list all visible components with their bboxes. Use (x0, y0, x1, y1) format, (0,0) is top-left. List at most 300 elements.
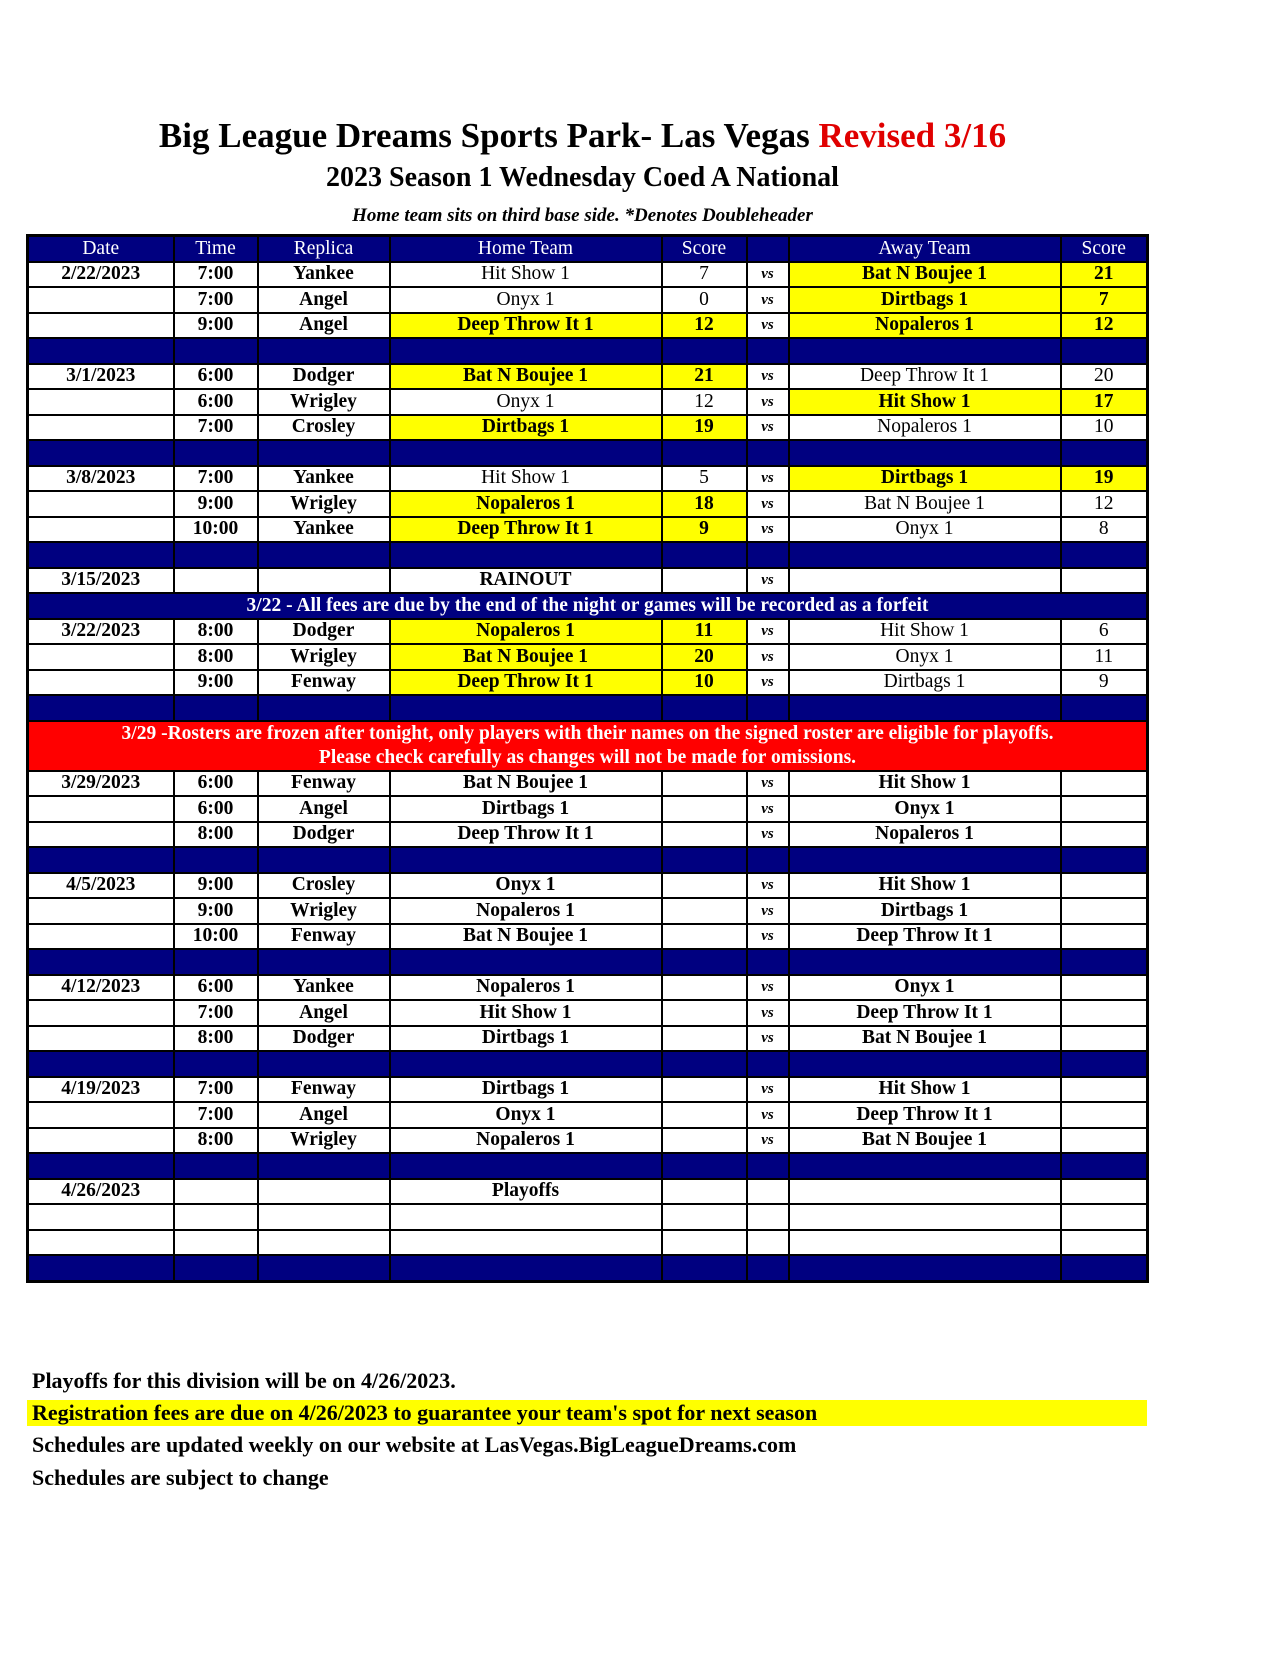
home-score-cell (662, 822, 747, 848)
alert-row (28, 721, 1148, 771)
replica-cell: Fenway (258, 924, 390, 950)
home-score-cell: 12 (662, 313, 747, 339)
table-row (28, 975, 1148, 1001)
date-cell (28, 1128, 174, 1154)
table-row (28, 1128, 1148, 1154)
empty-cell (390, 847, 662, 873)
vs-label: vs (747, 670, 789, 696)
empty-cell (789, 1255, 1061, 1281)
home-score-cell: 10 (662, 670, 747, 696)
date-cell (28, 517, 174, 543)
away-score-cell (1061, 1128, 1148, 1154)
table-row (28, 873, 1148, 899)
home-team-cell: Onyx 1 (390, 873, 662, 899)
away-score-cell: 17 (1061, 389, 1148, 415)
empty-cell (747, 695, 789, 721)
empty-cell (258, 1230, 390, 1256)
time-cell: 8:00 (174, 1128, 258, 1154)
away-score-cell (1061, 1077, 1148, 1103)
empty-cell (1061, 1204, 1148, 1230)
table-row (28, 389, 1148, 415)
separator-row (28, 542, 1148, 568)
away-score-cell (1061, 1179, 1148, 1205)
empty-cell (258, 1255, 390, 1281)
empty-cell (789, 1230, 1061, 1256)
header-home-score-cell: Score (662, 236, 747, 262)
home-team-cell: Nopaleros 1 (390, 1128, 662, 1154)
empty-cell (1061, 949, 1148, 975)
home-score-cell: 19 (662, 415, 747, 441)
empty-cell (28, 1230, 174, 1256)
time-cell: 7:00 (174, 262, 258, 288)
date-cell (28, 924, 174, 950)
time-cell: 6:00 (174, 364, 258, 390)
home-team-cell: Nopaleros 1 (390, 975, 662, 1001)
time-cell (174, 1179, 258, 1205)
home-team-cell: Deep Throw It 1 (390, 313, 662, 339)
home-score-cell (662, 568, 747, 594)
table-row (28, 262, 1148, 288)
empty-cell (28, 338, 174, 364)
empty-cell (258, 1051, 390, 1077)
empty-cell (258, 338, 390, 364)
replica-cell: Yankee (258, 466, 390, 492)
replica-cell (258, 1179, 390, 1205)
time-cell: 9:00 (174, 873, 258, 899)
empty-cell (789, 440, 1061, 466)
away-team-cell: Onyx 1 (789, 975, 1061, 1001)
empty-cell (174, 949, 258, 975)
home-team-cell: Dirtbags 1 (390, 415, 662, 441)
away-score-cell: 7 (1061, 287, 1148, 313)
empty-cell (174, 847, 258, 873)
home-score-cell (662, 771, 747, 797)
home-score-cell: 0 (662, 287, 747, 313)
away-team-cell: Hit Show 1 (789, 619, 1061, 645)
empty-cell (390, 542, 662, 568)
date-cell (28, 389, 174, 415)
away-team-cell: Bat N Boujee 1 (789, 1026, 1061, 1052)
home-score-cell (662, 975, 747, 1001)
time-cell: 9:00 (174, 313, 258, 339)
away-score-cell: 19 (1061, 466, 1148, 492)
home-team-cell: Deep Throw It 1 (390, 822, 662, 848)
empty-cell (1061, 1230, 1148, 1256)
date-cell (28, 1026, 174, 1052)
empty-cell (28, 1153, 174, 1179)
away-team-cell: Onyx 1 (789, 796, 1061, 822)
table-row (28, 287, 1148, 313)
away-team-cell: Hit Show 1 (789, 1077, 1061, 1103)
vs-label: vs (747, 975, 789, 1001)
empty-cell (28, 542, 174, 568)
empty-cell (390, 949, 662, 975)
away-team-cell: Dirtbags 1 (789, 466, 1061, 492)
separator-row (28, 695, 1148, 721)
home-score-cell: 21 (662, 364, 747, 390)
home-team-cell: Dirtbags 1 (390, 1077, 662, 1103)
change-note: Schedules are subject to change (32, 1465, 329, 1490)
home-team-cell: Hit Show 1 (390, 262, 662, 288)
table-row (28, 1000, 1148, 1026)
replica-cell: Wrigley (258, 491, 390, 517)
replica-cell: Yankee (258, 262, 390, 288)
home-score-cell (662, 924, 747, 950)
empty-cell (1061, 338, 1148, 364)
empty-cell (662, 1255, 747, 1281)
vs-label: vs (747, 491, 789, 517)
empty-cell (789, 542, 1061, 568)
season-subtitle: 2023 Season 1 Wednesday Coed A National (326, 162, 839, 193)
separator-row (28, 847, 1148, 873)
time-cell (174, 568, 258, 594)
replica-cell: Wrigley (258, 389, 390, 415)
date-cell: 3/8/2023 (28, 466, 174, 492)
date-cell (28, 644, 174, 670)
away-team-cell: Hit Show 1 (789, 873, 1061, 899)
empty-cell (662, 1230, 747, 1256)
replica-cell: Dodger (258, 364, 390, 390)
home-score-cell (662, 1179, 747, 1205)
replica-cell: Dodger (258, 822, 390, 848)
home-team-cell: Nopaleros 1 (390, 619, 662, 645)
empty-cell (662, 949, 747, 975)
empty-cell (390, 695, 662, 721)
home-score-cell: 11 (662, 619, 747, 645)
home-score-cell: 20 (662, 644, 747, 670)
empty-cell (258, 440, 390, 466)
website-note: Schedules are updated weekly on our website at LasVegas.BigLeagueDreams.com (32, 1432, 797, 1457)
home-score-cell (662, 1026, 747, 1052)
away-team-cell: Deep Throw It 1 (789, 1000, 1061, 1026)
away-score-cell (1061, 796, 1148, 822)
date-cell: 4/26/2023 (28, 1179, 174, 1205)
table-row (28, 1179, 1148, 1205)
home-team-cell: RAINOUT (390, 568, 662, 594)
empty-cell (747, 1255, 789, 1281)
empty-cell (174, 338, 258, 364)
empty-cell (662, 1204, 747, 1230)
empty-cell (28, 695, 174, 721)
vs-label: vs (747, 822, 789, 848)
date-cell: 3/22/2023 (28, 619, 174, 645)
playoffs-note: Playoffs for this division will be on 4/26/2023. (32, 1368, 456, 1393)
empty-cell (258, 695, 390, 721)
separator-row (28, 338, 1148, 364)
away-score-cell (1061, 924, 1148, 950)
vs-label: vs (747, 466, 789, 492)
away-score-cell: 11 (1061, 644, 1148, 670)
empty-cell (390, 1051, 662, 1077)
date-cell (28, 822, 174, 848)
away-score-cell: 21 (1061, 262, 1148, 288)
empty-cell (28, 1204, 174, 1230)
home-score-cell (662, 1000, 747, 1026)
empty-cell (28, 847, 174, 873)
empty-cell (1061, 1153, 1148, 1179)
table-row (28, 1077, 1148, 1103)
time-cell: 10:00 (174, 517, 258, 543)
replica-cell: Angel (258, 1000, 390, 1026)
date-cell: 3/1/2023 (28, 364, 174, 390)
empty-cell (390, 1153, 662, 1179)
empty-cell (1061, 1255, 1148, 1281)
home-team-cell: Bat N Boujee 1 (390, 644, 662, 670)
empty-cell (390, 1255, 662, 1281)
away-team-cell (789, 1179, 1061, 1205)
time-cell: 9:00 (174, 898, 258, 924)
away-team-cell: Dirtbags 1 (789, 670, 1061, 696)
notice-row (28, 593, 1148, 619)
vs-label: vs (747, 924, 789, 950)
date-cell (28, 796, 174, 822)
table-row (28, 670, 1148, 696)
date-cell (28, 898, 174, 924)
table-row (28, 619, 1148, 645)
table-row (28, 466, 1148, 492)
away-team-cell (789, 568, 1061, 594)
date-cell (28, 1000, 174, 1026)
header-replica-cell: Replica (258, 236, 390, 262)
empty-cell (662, 542, 747, 568)
away-team-cell: Nopaleros 1 (789, 415, 1061, 441)
vs-label: vs (747, 287, 789, 313)
empty-cell (747, 1204, 789, 1230)
home-team-cell: Onyx 1 (390, 389, 662, 415)
time-cell: 8:00 (174, 822, 258, 848)
empty-cell (1061, 440, 1148, 466)
table-row (28, 364, 1148, 390)
notice-message: 3/22 - All fees are due by the end of the night or games will be recorded as a forfeit (28, 593, 1148, 619)
empty-cell (28, 1051, 174, 1077)
home-team-cell: Onyx 1 (390, 287, 662, 313)
empty-cell (747, 542, 789, 568)
empty-cell (174, 542, 258, 568)
revised-label: Revised 3/16 (818, 116, 1007, 155)
home-score-cell: 9 (662, 517, 747, 543)
replica-cell: Dodger (258, 1026, 390, 1052)
time-cell: 6:00 (174, 796, 258, 822)
vs-label: vs (747, 313, 789, 339)
header-away-score-cell: Score (1061, 236, 1148, 262)
empty-cell (258, 1204, 390, 1230)
vs-label: vs (747, 1000, 789, 1026)
away-score-cell (1061, 771, 1148, 797)
empty-cell (390, 440, 662, 466)
replica-cell: Yankee (258, 517, 390, 543)
date-cell (28, 415, 174, 441)
away-score-cell (1061, 822, 1148, 848)
empty-cell (258, 847, 390, 873)
away-team-cell: Nopaleros 1 (789, 313, 1061, 339)
home-team-cell: Hit Show 1 (390, 1000, 662, 1026)
separator-row (28, 1153, 1148, 1179)
empty-cell (747, 949, 789, 975)
home-score-cell (662, 796, 747, 822)
table-row (28, 644, 1148, 670)
table-row (28, 491, 1148, 517)
vs-label: vs (747, 389, 789, 415)
away-team-cell: Hit Show 1 (789, 389, 1061, 415)
time-cell: 6:00 (174, 389, 258, 415)
away-team-cell: Hit Show 1 (789, 771, 1061, 797)
vs-label: vs (747, 1128, 789, 1154)
vs-label: vs (747, 364, 789, 390)
header-home-team-cell: Home Team (390, 236, 662, 262)
empty-cell (662, 440, 747, 466)
empty-cell (747, 1230, 789, 1256)
vs-label: vs (747, 873, 789, 899)
time-cell: 8:00 (174, 644, 258, 670)
away-team-cell: Nopaleros 1 (789, 822, 1061, 848)
date-cell: 4/12/2023 (28, 975, 174, 1001)
home-team-cell: Deep Throw It 1 (390, 517, 662, 543)
table-row (28, 517, 1148, 543)
vs-label: vs (747, 796, 789, 822)
empty-cell (28, 440, 174, 466)
time-cell: 7:00 (174, 1000, 258, 1026)
separator-row (28, 1255, 1148, 1281)
vs-label: vs (747, 1026, 789, 1052)
vs-label (747, 1179, 789, 1205)
time-cell: 6:00 (174, 771, 258, 797)
home-score-cell (662, 873, 747, 899)
empty-cell (28, 949, 174, 975)
time-cell: 7:00 (174, 1102, 258, 1128)
vs-label: vs (747, 415, 789, 441)
home-team-cell: Dirtbags 1 (390, 1026, 662, 1052)
home-team-cell: Hit Show 1 (390, 466, 662, 492)
home-score-cell (662, 1102, 747, 1128)
time-cell: 9:00 (174, 491, 258, 517)
date-cell (28, 1102, 174, 1128)
time-cell: 7:00 (174, 415, 258, 441)
vs-label: vs (747, 898, 789, 924)
home-team-cell: Nopaleros 1 (390, 491, 662, 517)
table-header (28, 236, 1148, 262)
home-score-cell (662, 898, 747, 924)
away-score-cell: 6 (1061, 619, 1148, 645)
away-score-cell: 20 (1061, 364, 1148, 390)
empty-cell (747, 847, 789, 873)
document-title (0, 116, 1165, 156)
vs-label: vs (747, 1077, 789, 1103)
vs-label: vs (747, 568, 789, 594)
empty-cell (1061, 1051, 1148, 1077)
replica-cell: Fenway (258, 1077, 390, 1103)
replica-cell: Angel (258, 313, 390, 339)
away-team-cell: Deep Throw It 1 (789, 924, 1061, 950)
empty-cell (789, 1153, 1061, 1179)
home-team-cell: Onyx 1 (390, 1102, 662, 1128)
home-score-cell: 7 (662, 262, 747, 288)
empty-cell (258, 542, 390, 568)
away-team-cell: Deep Throw It 1 (789, 364, 1061, 390)
empty-row (28, 1230, 1148, 1256)
date-cell: 2/22/2023 (28, 262, 174, 288)
empty-cell (747, 1153, 789, 1179)
date-cell: 3/15/2023 (28, 568, 174, 594)
empty-cell (174, 440, 258, 466)
date-cell: 4/19/2023 (28, 1077, 174, 1103)
home-score-cell (662, 1077, 747, 1103)
away-team-cell: Bat N Boujee 1 (789, 491, 1061, 517)
time-cell: 8:00 (174, 1026, 258, 1052)
empty-cell (662, 338, 747, 364)
empty-cell (789, 338, 1061, 364)
registration-note: Registration fees are due on 4/26/2023 to guarantee your team's spot for next season (27, 1400, 1147, 1426)
separator-row (28, 1051, 1148, 1077)
empty-cell (747, 1051, 789, 1077)
home-team-cell: Playoffs (390, 1179, 662, 1205)
home-score-cell: 18 (662, 491, 747, 517)
empty-cell (789, 949, 1061, 975)
vs-label: vs (747, 1102, 789, 1128)
away-score-cell (1061, 873, 1148, 899)
empty-cell (662, 1153, 747, 1179)
empty-cell (1061, 542, 1148, 568)
header-away-team-cell: Away Team (789, 236, 1061, 262)
empty-cell (258, 1153, 390, 1179)
empty-cell (1061, 847, 1148, 873)
vs-label: vs (747, 619, 789, 645)
empty-cell (789, 1051, 1061, 1077)
empty-cell (747, 338, 789, 364)
replica-cell: Wrigley (258, 644, 390, 670)
empty-cell (789, 695, 1061, 721)
away-score-cell (1061, 898, 1148, 924)
home-team-cell: Dirtbags 1 (390, 796, 662, 822)
away-team-cell: Bat N Boujee 1 (789, 1128, 1061, 1154)
header-vs-cell (747, 236, 789, 262)
time-cell: 6:00 (174, 975, 258, 1001)
date-cell: 3/29/2023 (28, 771, 174, 797)
time-cell: 7:00 (174, 1077, 258, 1103)
vs-label: vs (747, 771, 789, 797)
replica-cell: Fenway (258, 771, 390, 797)
empty-cell (258, 949, 390, 975)
empty-cell (662, 847, 747, 873)
home-team-cell: Bat N Boujee 1 (390, 924, 662, 950)
home-score-cell: 12 (662, 389, 747, 415)
table-row (28, 924, 1148, 950)
time-cell: 8:00 (174, 619, 258, 645)
table-row (28, 568, 1148, 594)
away-score-cell (1061, 1026, 1148, 1052)
date-cell: 4/5/2023 (28, 873, 174, 899)
empty-cell (174, 1153, 258, 1179)
alert-message (28, 721, 1148, 771)
replica-cell: Yankee (258, 975, 390, 1001)
replica-cell: Angel (258, 796, 390, 822)
empty-cell (28, 1255, 174, 1281)
away-score-cell (1061, 975, 1148, 1001)
empty-cell (174, 1204, 258, 1230)
away-score-cell: 10 (1061, 415, 1148, 441)
replica-cell: Angel (258, 287, 390, 313)
time-cell: 9:00 (174, 670, 258, 696)
home-score-cell: 5 (662, 466, 747, 492)
home-team-cell: Bat N Boujee 1 (390, 771, 662, 797)
away-score-cell: 12 (1061, 491, 1148, 517)
replica-cell: Wrigley (258, 1128, 390, 1154)
table-row (28, 771, 1148, 797)
away-score-cell (1061, 568, 1148, 594)
empty-cell (662, 695, 747, 721)
empty-cell (174, 1051, 258, 1077)
table-row (28, 796, 1148, 822)
empty-cell (174, 695, 258, 721)
